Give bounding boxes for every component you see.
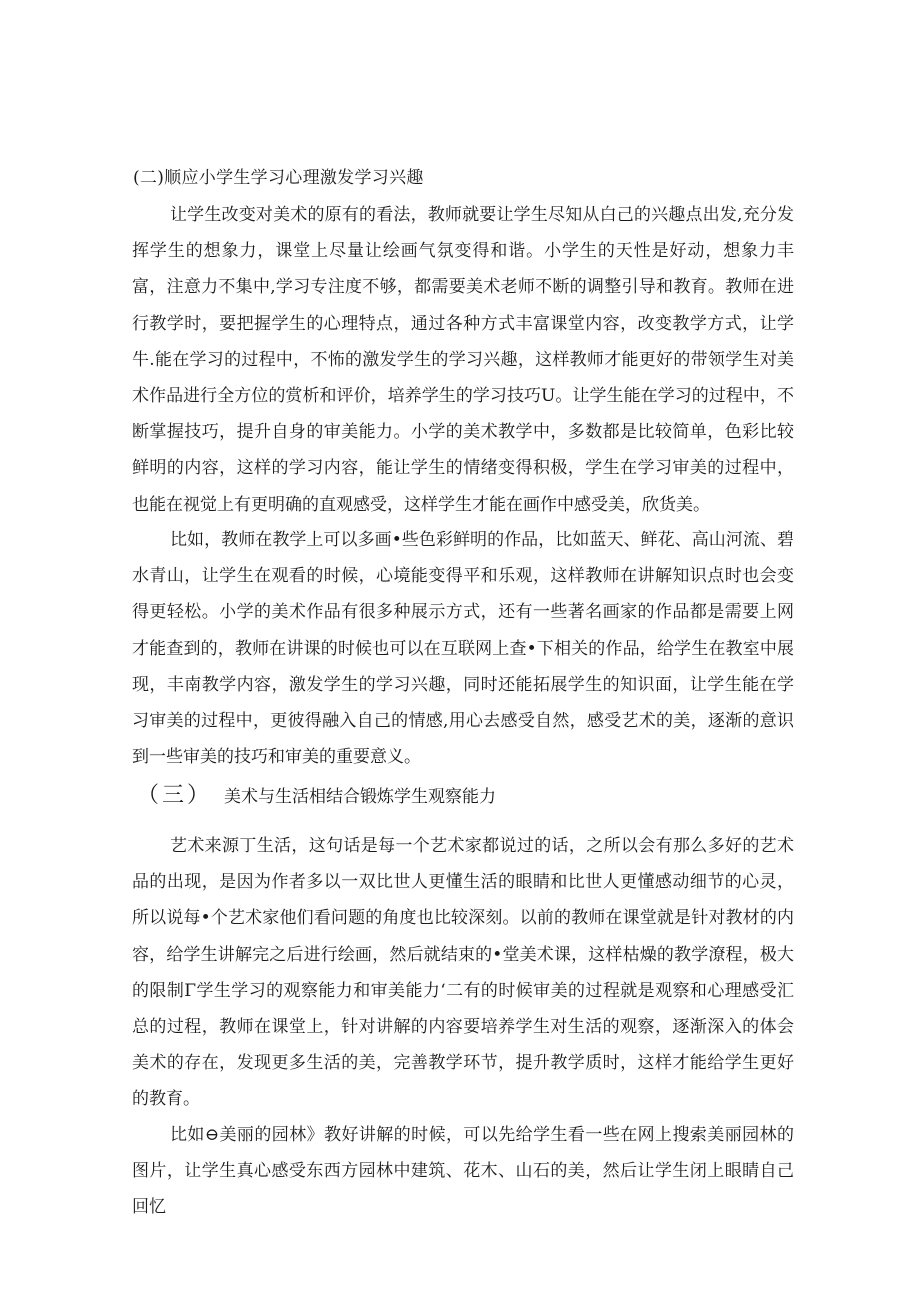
section-heading-3 [137,778,496,809]
paragraph-2: 比如，教师在教学上可以多画•些色彩鲜明的作品，比如蓝天、鲜花、高山河流、碧水青山，让学生在观看的时候，心境能变得平和乐观，这样教师在讲解知识点时也会变得更轻松。小学的美术作品有很多种展示方式，还有一些著名画家的作品都是需要上网才能查到的，教师在讲课的时候也可以在互联网上查•下相关的作品，给学生在教室中展现，丰南教学内容，激发学生的学习兴趣，同时还能拓展学生的知识面，让学生能在学习审美的过程中，更彼得融入自己的情感,用心去感受自然，感受艺术的美，逐渐的意识到一些审美的技巧和审美的重要意义。 [132,530,794,768]
section-heading-3-number: （三） [137,783,213,808]
paragraph-1: 让学生改变对美术的原有的看法，教师就要让学生尽知从白己的兴趣点出发,充分发挥学生的想象力，课堂上尽量让绘画气氛变得和谐。小学生的天性是好动，想象力丰富，注意力不集中,学习专注度不够，都需要美术老师不断的调整引导和教育。教师在进行教学时，要把握学生的心理特点，通过各种方式丰富课堂内容，改变教学方式，让学牛.能在学习的过程中，不怖的激发学生的学习兴趣，这样教师才能更好的带领学生对美术作品进行全方位的赏析和评价，培养学生的学习技巧U。让学生能在学习的过程中，不断掌握技巧，提升自身的审美能力。小学的美术教学中，多数都是比较简单，色彩比较鲜明的内容，这样的学习内容，能让学生的情绪变得积极，学生在学习审美的过程中，也能在视觉上有更明确的直观感受，这样学生才能在画作中感受美，欣货美。 [132,205,794,515]
section-heading-2: (二)顺应小学生学习心理激发学习兴趣 [133,168,424,188]
paragraph-3: 艺术来源丁生活，这句话是每一个艺术家都说过的话，之所以会有那么多好的艺术品的出现，是因为作者多以一双比世人更懂生活的眼睛和比世人更懂感动细节的心灵，所以说每•个艺术家他们看问题的角度也比较深刻。以前的教师在课堂就是针对教材的内容，给学生讲解完之后进行绘画，然后就结束的•堂美术课，这样枯燥的教学潦程，极大的限制Γ学生学习的观察能力和审美能力‘二有的时候审美的过程就是观察和心理感受汇总的过程，教师在课堂上，针对讲解的内容要培养学生对生活的观察，逐渐深入的体会美术的存在，发现更多生活的美，完善教学环节，提升教学质时，这样才能给学生更好的教育。 [132,836,794,1110]
section-heading-3-text: 美术与生活相结合锻炼学生观察能力 [224,787,497,807]
paragraph-4: 比如⊖美丽的园林》教好讲解的时候，可以先给学生看一些在网上搜索美丽园林的图片，让学生真心感受东西方园林中建筑、花木、山石的美，然后让学生闭上眼睛自己回忆 [132,1125,794,1218]
